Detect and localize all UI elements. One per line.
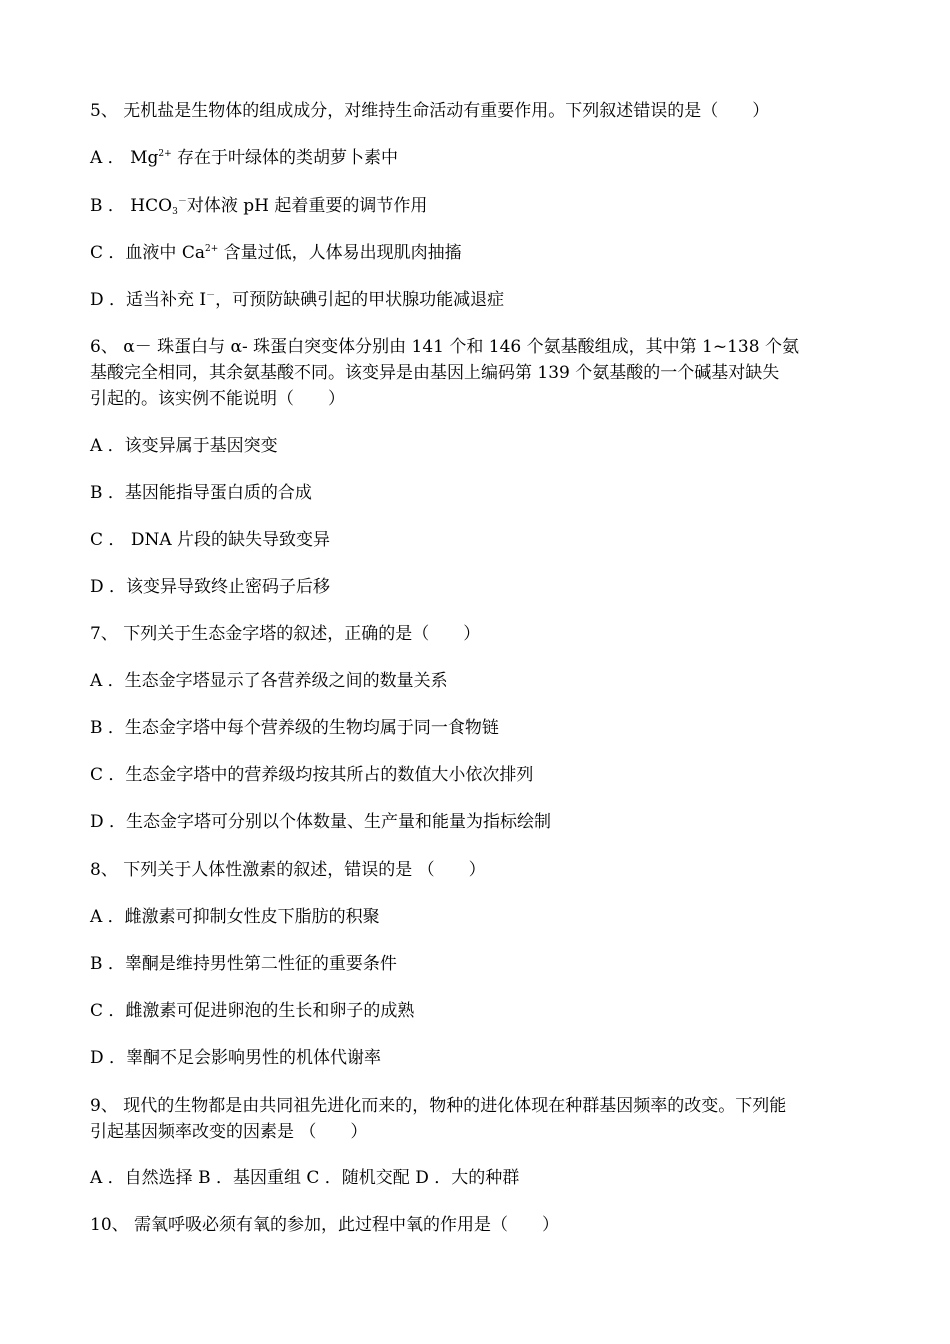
question-8-option-b: B ．睾酮是维持男性第二性征的重要条件 [90, 954, 397, 974]
question-8-option-c: C ．雌激素可促进卵泡的生长和卵子的成熟 [90, 1001, 415, 1021]
question-7-stem: 7、 下列关于生态金字塔的叙述，正确的是（ ） [90, 624, 481, 644]
question-6-option-a: A ．该变异属于基因突变 [90, 436, 278, 456]
question-9-stem-line-2: 引起基因频率改变的因素是 （ ） [90, 1122, 368, 1142]
question-7-option-c: C ．生态金字塔中的营养级均按其所占的数值大小依次排列 [90, 765, 534, 785]
question-8-option-a: A ．雌激素可抑制女性皮下脂肪的积聚 [90, 907, 380, 927]
question-7-option-a: A ．生态金字塔显示了各营养级之间的数量关系 [90, 671, 448, 691]
question-5-option-d: D ．适当补充 I－，可预防缺碘引起的甲状腺功能减退症 [90, 290, 505, 310]
question-5-option-a: A ． $Mg^{2+}$ 存在于叶绿体的类胡萝卜素中 [90, 148, 399, 168]
question-6-option-d: D ．该变异导致终止密码子后移 [90, 577, 331, 597]
question-8-option-d: D ．睾酮不足会影响男性的机体代谢率 [90, 1048, 382, 1068]
question-6-stem-line-2: 基酸完全相同，其余氨基酸不同。该变异是由基因上编码第 139 个氨基酸的一个碱基对缺失 [90, 363, 780, 383]
question-7-option-d: D ．生态金字塔可分别以个体数量、生产量和能量为指标绘制 [90, 812, 552, 832]
question-6-stem-line-3: 引起的。该实例不能说明（ ） [90, 389, 345, 409]
question-9-options: A ．自然选择 B ．基因重组 C ．随机交配 D ．大的种群 [90, 1168, 520, 1188]
question-9-stem-line-1: 9、 现代的生物都是由共同祖先进化而来的，物种的进化体现在种群基因频率的改变。下列能 [90, 1096, 787, 1116]
question-6-option-c: C ． DNA 片段的缺失导致变异 [90, 530, 331, 550]
question-5-option-b: B ． $HCO_3^-$对体液 pH 起着重要的调节作用 [90, 196, 428, 217]
question-6-stem-line-1: 6、 α－ 珠蛋白与 α- 珠蛋白突变体分别由 141 个和 146 个氨基酸组成，其中第 1~138 个氨 [90, 337, 799, 357]
question-10-stem: 10、 需氧呼吸必须有氧的参加，此过程中氧的作用是（ ） [90, 1215, 560, 1235]
question-8-stem: 8、 下列关于人体性激素的叙述，错误的是 （ ） [90, 860, 486, 880]
question-5-option-c: C ．血液中 $Ca^{2+}$ 含量过低，人体易出现肌肉抽搐 [90, 243, 462, 263]
question-7-option-b: B ．生态金字塔中每个营养级的生物均属于同一食物链 [90, 718, 499, 738]
question-5-stem: 5、 无机盐是生物体的组成成分，对维持生命活动有重要作用。下列叙述错误的是（ ） [90, 101, 770, 121]
question-6-option-b: B ．基因能指导蛋白质的合成 [90, 483, 312, 503]
